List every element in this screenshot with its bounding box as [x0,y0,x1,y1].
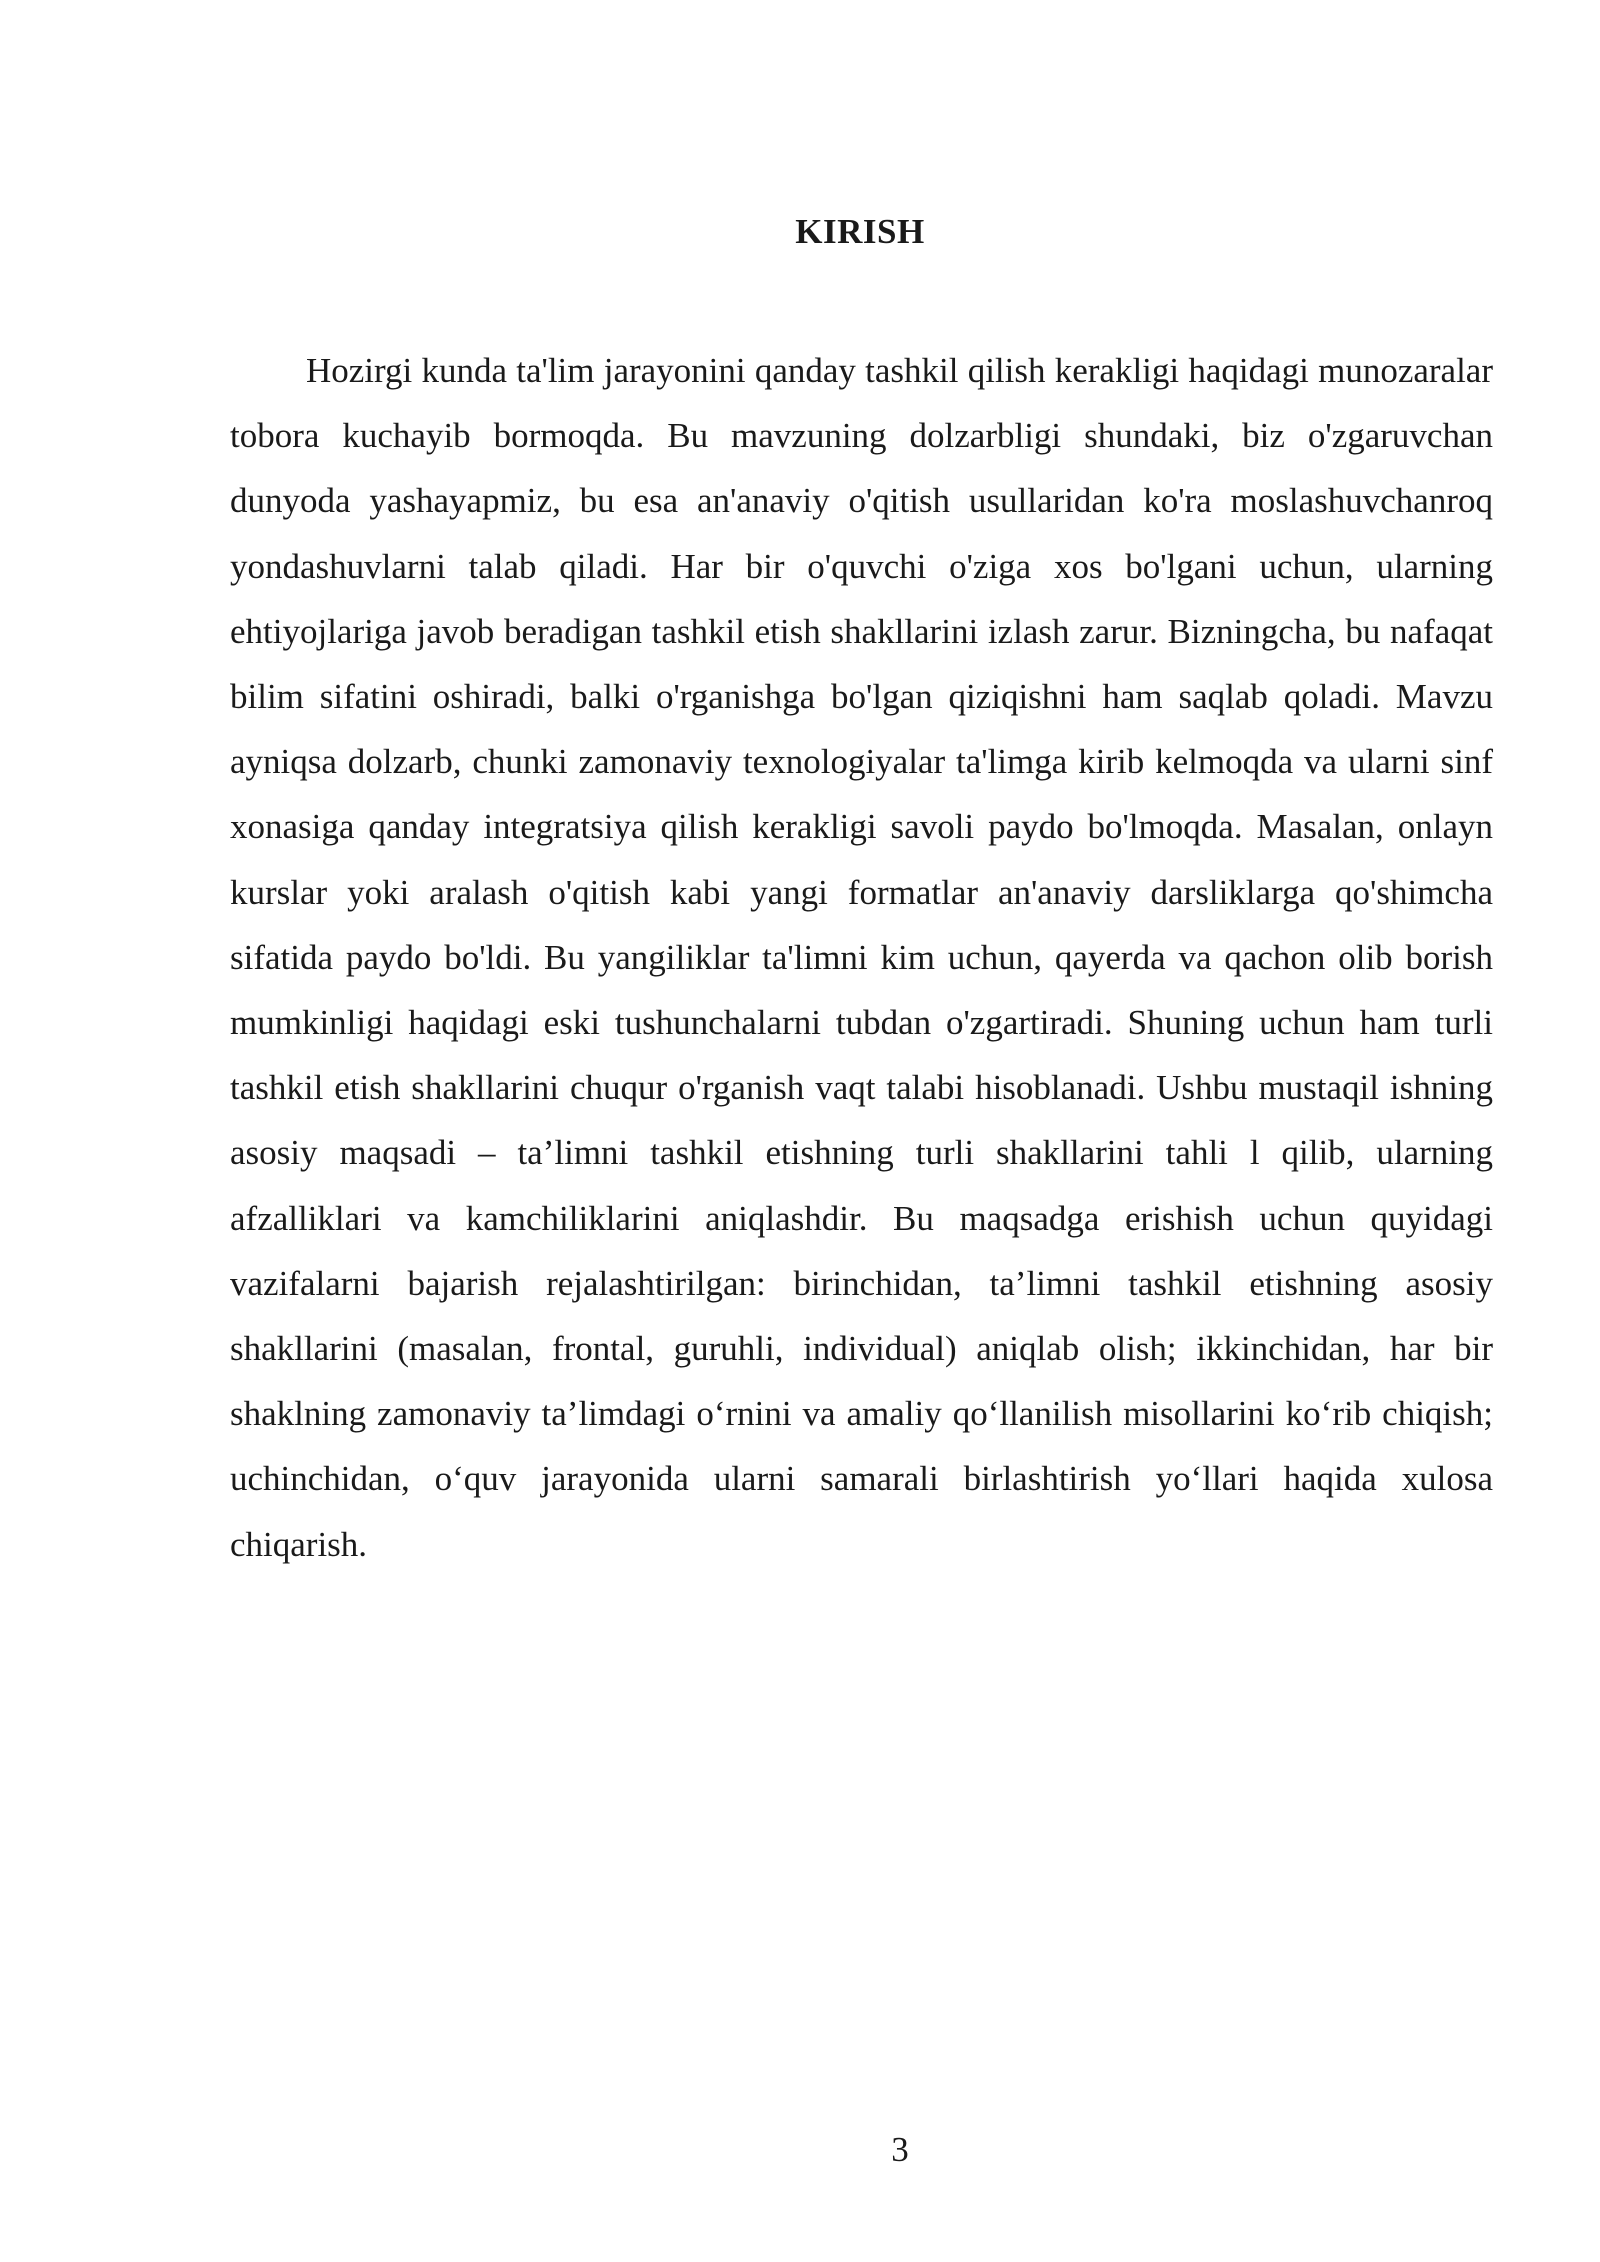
section-heading: KIRISH [795,212,925,251]
body-paragraph: Hozirgi kunda ta'lim jarayonini qanday tashkil qilish kerakligi haqidagi munozaralar tobora kuchayib bormoqda. Bu mavzuning dolzarbligi shundaki, biz o'zgaruvchan dunyoda yashayapmiz, bu esa an'anaviy o'qitish usullaridan ko'ra moslashuvchanroq yondashuvlarni talab qiladi. Har bir o'quvchi o'ziga xos bo'lgani uchun, ularning ehtiyojlariga javob beradigan tashkil etish shakllarini izlash zarur. Bizningcha, bu nafaqat bilim sifatini oshiradi, balki o'rganishga bo'lgan qiziqishni ham saqlab qoladi. Mavzu ayniqsa dolzarb, chunki zamonaviy texnologiyalar ta'limga kirib kelmoqda va ularni sinf xonasiga qanday integratsiya qilish kerakligi savoli paydo bo'lmoqda. Masalan, onlayn kurslar yoki aralash o'qitish kabi yangi formatlar an'anaviy darsliklarga qo'shimcha sifatida paydo bo'ldi. Bu yangiliklar ta'limni kim uchun, qayerda va qachon olib borish mumkinligi haqidagi eski tushunchalarni tubdan o'zgartiradi. Shuning uchun ham turli tashkil etish shakllarini chuqur o'rganish vaqt talabi hisoblanadi. Ushbu mustaqil ishning asosiy maqsadi – ta’limni tashkil etishning turli shakllarini tahli l qilib, ularning afzalliklari va kamchiliklarini aniqlashdir. Bu maqsadga erishish uchun quyidagi vazifalarni bajarish rejalashtirilgan: birinchidan, ta’limni tashkil etishning asosiy shakllarini (masalan, frontal, guruhli, individual) aniqlab olish; ikkinchidan, har bir shaklning zamonaviy ta’limdagi o‘rnini va amaliy qo‘llanilish misollarini ko‘rib chiqish; uchinchidan, o‘quv jarayonida ularni samarali birlashtirish yo‘llari haqida xulosa chiqarish. [230,351,1493,1564]
page-number: 3 [891,2130,909,2169]
